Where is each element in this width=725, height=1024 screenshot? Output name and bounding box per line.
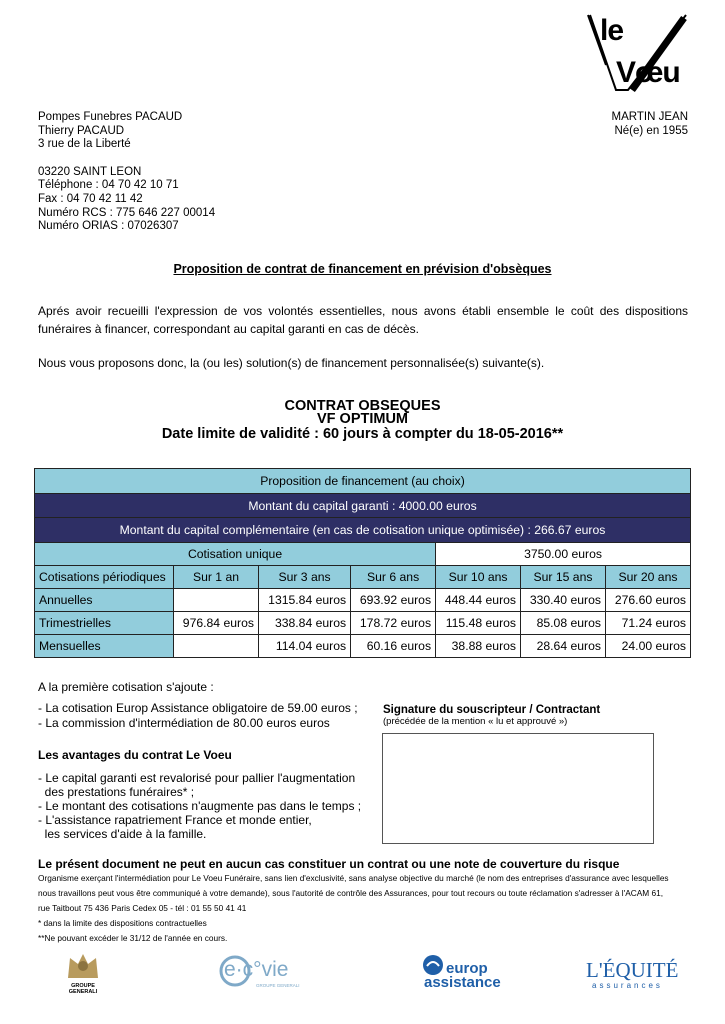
equite-subtext: assurances: [592, 981, 663, 990]
disclaimer-line: rue Taitbout 75 436 Paris Cedex 05 - tél : 01 55 50 41 41: [38, 903, 247, 913]
logo-text-bottom: Vœu: [616, 56, 680, 89]
unique-value: 3750.00 euros: [436, 543, 691, 566]
disclaimer-line: nous travaillons peut vous être communiqué à votre demande), sous l'autorité de contrôle des Assurances, pour tout recours ou toute réclamation s'adresser à l'ACAM 61,: [38, 888, 664, 898]
intro-paragraph: Aprés avoir recueilli l'expression de vos volontés essentielles, nous avons établi ensemble le coût des dispositions funéraires à financer, correspondant au capital garanti en cas de décès.: [38, 304, 688, 336]
document-title: Proposition de contrat de financement en prévision d'obsèques: [173, 262, 552, 276]
table-cell: 693.92 euros: [351, 589, 436, 612]
table-cell: 71.24 euros: [605, 612, 690, 635]
signature-subtitle: (précédée de la mention « lu et approuvé »): [383, 716, 568, 727]
signature-box[interactable]: [382, 733, 654, 844]
column-header: Sur 15 ans: [521, 566, 606, 589]
intro-paragraph-2: Nous vous proposons donc, la (ou les) solution(s) de financement personnalisée(s) suivante(s).: [38, 356, 545, 370]
sender-phone: Téléphone : 04 70 42 10 71: [38, 179, 179, 192]
column-header: Sur 20 ans: [605, 566, 690, 589]
sender-fax: Fax : 04 70 42 11 42: [38, 192, 143, 205]
first-contribution-item: - La cotisation Europ Assistance obligatoire de 59.00 euros ;: [38, 701, 358, 715]
generali-text: GROUPE GENERALI: [68, 983, 98, 995]
disclaimer-line: Organisme exerçant l'intermédiation pour Le Voeu Funéraire, sans lien d'exclusivité, sans analyse objective du marché (le nom des entreprises d'assurance avec lesquelles: [38, 873, 669, 883]
sender-rcs: Numéro RCS : 775 646 227 00014: [38, 206, 216, 219]
advantage-item: des prestations funéraires* ;: [38, 785, 195, 799]
table-cell: 28.64 euros: [521, 635, 606, 658]
table-cell: 115.48 euros: [436, 612, 521, 635]
table-header: Proposition de financement (au choix): [35, 469, 691, 494]
recipient-block: [612, 111, 688, 138]
signature-title: Signature du souscripteur / Contractant: [383, 704, 601, 716]
equite-text: L'ÉQUITÉ: [586, 958, 679, 982]
first-contribution-heading: A la première cotisation s'ajoute :: [38, 680, 214, 694]
sender-block: [38, 111, 215, 234]
sender-line: Thierry PACAUD: [38, 124, 125, 137]
table-cell: 24.00 euros: [605, 635, 690, 658]
sender-line: Pompes Funebres PACAUD: [38, 111, 183, 123]
table-cell: 338.84 euros: [258, 612, 350, 635]
sender-line: 3 rue de la Liberté: [38, 138, 131, 151]
table-cell: 276.60 euros: [605, 589, 690, 612]
ecvie-subtext: GROUPE GENERALI: [256, 983, 300, 988]
column-header: Cotisations périodiques: [35, 566, 174, 589]
recipient-birth: Né(e) en 1955: [614, 124, 688, 137]
table-cell: [174, 635, 259, 658]
logo-text-top: le: [600, 14, 624, 47]
table-row: [35, 612, 691, 635]
row-label: Mensuelles: [35, 635, 174, 658]
table-cell: 38.88 euros: [436, 635, 521, 658]
table-cell: 330.40 euros: [521, 589, 606, 612]
advantage-item: - Le capital garanti est revalorisé pour pallier l'augmentation: [38, 771, 356, 785]
ecvie-logo: [218, 954, 308, 994]
financing-table: [34, 468, 691, 658]
column-header: Sur 6 ans: [351, 566, 436, 589]
generali-logo: [62, 950, 104, 995]
europ-assistance-logo: [420, 952, 501, 994]
column-header: Sur 1 an: [174, 566, 259, 589]
table-cell: 85.08 euros: [521, 612, 606, 635]
sender-orias: Numéro ORIAS : 07026307: [38, 220, 179, 233]
table-row: [35, 589, 691, 612]
row-label: Annuelles: [35, 589, 174, 612]
capital-row: Montant du capital garanti : 4000.00 euros: [35, 494, 691, 518]
advantage-item: les services d'aide à la famille.: [38, 827, 207, 841]
column-header: Sur 3 ans: [258, 566, 350, 589]
table-cell: 448.44 euros: [436, 589, 521, 612]
column-header: Sur 10 ans: [436, 566, 521, 589]
advantages-heading: Les avantages du contrat Le Voeu: [38, 748, 232, 762]
table-row: [35, 635, 691, 658]
disclaimer-line: * dans la limite des dispositions contractuelles: [38, 918, 207, 928]
ecvie-text: e·c°vie: [224, 958, 289, 981]
contract-name: CONTRAT OBSEQUES: [284, 398, 441, 414]
assistance-text: assistance: [424, 974, 501, 991]
sender-city: 03220 SAINT LEON: [38, 165, 142, 178]
recipient-name: MARTIN JEAN: [611, 111, 688, 123]
table-cell: 1315.84 euros: [258, 589, 350, 612]
table-cell: 60.16 euros: [351, 635, 436, 658]
first-contribution-item: - La commission d'intermédiation de 80.00 euros euros: [38, 716, 330, 730]
complement-row: Montant du capital complémentaire (en cas de cotisation unique optimisée) : 266.67 euros: [35, 518, 691, 543]
table-header-row: [35, 566, 691, 589]
disclaimer-heading: Le présent document ne peut en aucun cas constituer un contrat ou une note de couverture du risque: [38, 857, 620, 871]
advantage-item: - L'assistance rapatriement France et monde entier,: [38, 813, 312, 827]
row-label: Trimestrielles: [35, 612, 174, 635]
advantage-item: - Le montant des cotisations n'augmente pas dans le temps ;: [38, 799, 362, 813]
europ-text: europ: [446, 960, 488, 977]
table-cell: 114.04 euros: [258, 635, 350, 658]
disclaimer-line: **Ne pouvant excéder le 31/12 de l'année en cours.: [38, 933, 228, 943]
equite-logo: [586, 958, 696, 994]
contract-validity: Date limite de validité : 60 jours à compter du 18-05-2016**: [161, 426, 564, 442]
table-cell: [174, 589, 259, 612]
le-voeu-logo: [576, 10, 690, 100]
contract-product: VF OPTIMUM: [316, 411, 409, 427]
unique-label: Cotisation unique: [35, 543, 436, 566]
table-cell: 178.72 euros: [351, 612, 436, 635]
table-cell: 976.84 euros: [174, 612, 259, 635]
